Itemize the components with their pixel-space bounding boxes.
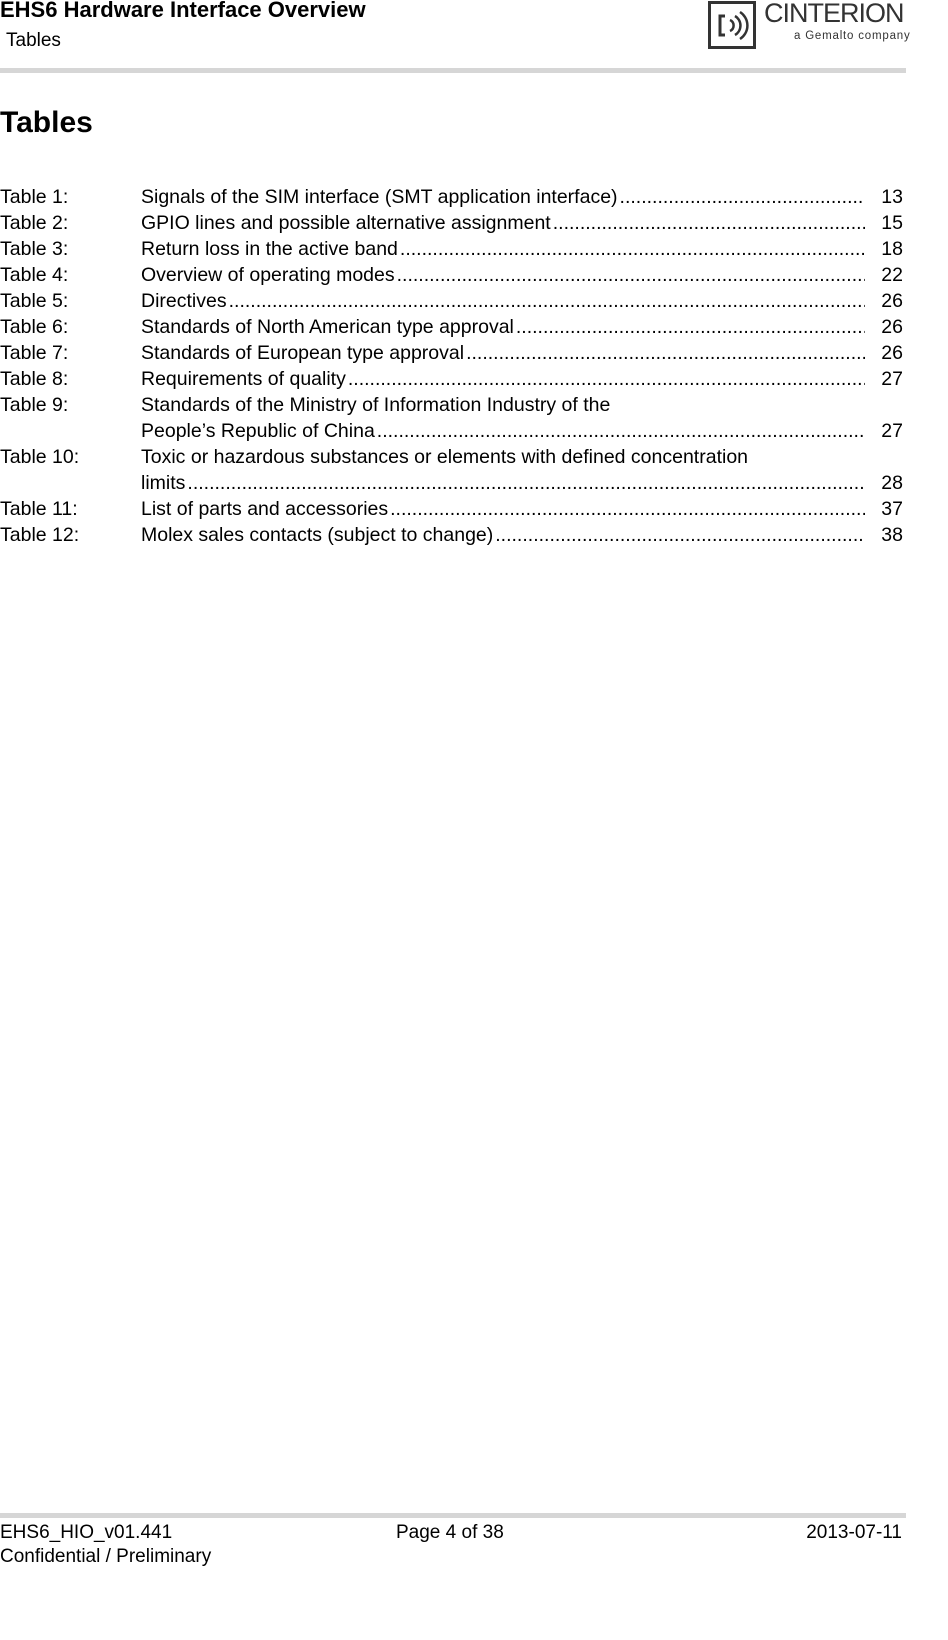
- toc-entry-label: Table 11:: [0, 498, 78, 520]
- toc-entry-title: List of parts and accessories: [141, 498, 389, 520]
- toc-dot-leader: [516, 314, 865, 340]
- toc-entry-title-row: [141, 288, 865, 314]
- toc-entry-label: Table 5:: [0, 290, 69, 312]
- footer-divider: [0, 1513, 906, 1518]
- toc-entry-title-row: [141, 470, 865, 496]
- footer-doc-id: EHS6_HIO_v01.441: [0, 1522, 173, 1543]
- toc-dot-leader: [187, 470, 865, 496]
- toc-entry-label: Table 6:: [0, 316, 69, 338]
- toc-dot-leader: [620, 184, 865, 210]
- toc-page-number: 27: [881, 420, 903, 442]
- toc-line: [0, 340, 904, 366]
- toc-page-number: 37: [881, 498, 903, 520]
- toc-entry-title-row: [141, 340, 865, 366]
- toc-entry-title-row: [141, 522, 865, 548]
- logo-wordmark: CINTERION: [764, 0, 904, 28]
- toc-entry[interactable]: [0, 184, 904, 210]
- cinterion-logo-icon: [708, 1, 756, 49]
- toc-page-number: 22: [881, 264, 903, 286]
- toc-dot-leader: [553, 210, 865, 236]
- toc-entry[interactable]: [0, 522, 904, 548]
- toc-entry-title: Requirements of quality: [141, 368, 346, 390]
- toc-entry-title-row: [141, 236, 865, 262]
- toc-dot-leader: [397, 262, 865, 288]
- toc-entry[interactable]: [0, 340, 904, 366]
- toc-entry-title: Standards of North American type approval: [141, 316, 514, 338]
- toc-page-number: 26: [881, 290, 903, 312]
- toc-entry-label: Table 7:: [0, 342, 69, 364]
- toc-page-number: 26: [881, 342, 903, 364]
- footer-classification: Confidential / Preliminary: [0, 1546, 212, 1567]
- toc-entry-label: Table 4:: [0, 264, 69, 286]
- toc-line: [0, 496, 904, 522]
- toc-entry[interactable]: [0, 366, 904, 392]
- toc-dot-leader: [466, 340, 865, 366]
- toc-entry-title-row: [141, 418, 865, 444]
- page-title: Tables: [0, 106, 93, 139]
- toc-entry-title: Signals of the SIM interface (SMT application interface): [141, 186, 618, 208]
- toc-entry[interactable]: [0, 444, 904, 496]
- company-logo: [708, 0, 911, 52]
- toc-entry-title: Molex sales contacts (subject to change): [141, 524, 494, 546]
- toc-line: [0, 444, 904, 470]
- toc-dot-leader: [495, 522, 865, 548]
- footer-date: 2013-07-11: [806, 1522, 902, 1543]
- toc-entry-title: Directives: [141, 290, 227, 312]
- toc-entry-title: Standards of the Ministry of Information Industry of the: [141, 394, 611, 416]
- toc-entry-title: Toxic or hazardous substances or elements with defined concentration: [141, 446, 749, 468]
- toc-dot-leader: [348, 366, 865, 392]
- toc-entry-title-row: [141, 496, 865, 522]
- toc-line: [0, 366, 904, 392]
- toc-entry-label: Table 3:: [0, 238, 69, 260]
- toc-entry-title: limits: [141, 472, 186, 494]
- toc-entry[interactable]: [0, 392, 904, 444]
- toc-page-number: 13: [881, 186, 903, 208]
- toc-entry-label: Table 9:: [0, 394, 69, 416]
- toc-line: [0, 522, 904, 548]
- header-divider: [0, 68, 906, 73]
- toc-page-number: 38: [881, 524, 903, 546]
- footer-page-number: Page 4 of 38: [396, 1522, 504, 1543]
- toc-line: [0, 392, 904, 418]
- toc-entry[interactable]: [0, 496, 904, 522]
- toc-line: [0, 314, 904, 340]
- toc-entry-title: Standards of European type approval: [141, 342, 465, 364]
- logo-tagline: a Gemalto company: [794, 30, 911, 42]
- toc-line: [0, 236, 904, 262]
- toc-entry[interactable]: [0, 288, 904, 314]
- toc-entry-title: Return loss in the active band: [141, 238, 398, 260]
- toc-entry-title-row: [141, 184, 865, 210]
- toc-entry-label: Table 12:: [0, 524, 80, 546]
- toc-page-number: 27: [881, 368, 903, 390]
- toc-entry-title-row: [141, 262, 865, 288]
- toc-entry-title-row: [141, 210, 865, 236]
- toc-line: [0, 470, 904, 496]
- toc-page-number: 15: [881, 212, 903, 234]
- toc-page-number: 26: [881, 316, 903, 338]
- toc-entry[interactable]: [0, 262, 904, 288]
- list-of-tables: [0, 184, 904, 548]
- toc-line: [0, 288, 904, 314]
- toc-entry[interactable]: [0, 314, 904, 340]
- toc-line: [0, 418, 904, 444]
- toc-line: [0, 184, 904, 210]
- toc-dot-leader: [377, 418, 865, 444]
- header-section: Tables: [6, 30, 61, 51]
- header-title: EHS6 Hardware Interface Overview: [0, 0, 366, 22]
- toc-entry-title-row: [141, 314, 865, 340]
- toc-entry-title: GPIO lines and possible alternative assignment: [141, 212, 551, 234]
- toc-dot-leader: [400, 236, 865, 262]
- toc-entry[interactable]: [0, 236, 904, 262]
- toc-line: [0, 210, 904, 236]
- toc-dot-leader: [390, 496, 865, 522]
- toc-entry-label: Table 8:: [0, 368, 69, 390]
- toc-line: [0, 262, 904, 288]
- toc-entry-label: Table 10:: [0, 446, 80, 468]
- toc-entry-label: Table 1:: [0, 186, 69, 208]
- toc-entry-label: Table 2:: [0, 212, 69, 234]
- toc-dot-leader: [229, 288, 865, 314]
- toc-page-number: 18: [881, 238, 903, 260]
- toc-entry-title: Overview of operating modes: [141, 264, 395, 286]
- toc-entry-title-row: [141, 366, 865, 392]
- toc-entry-title: People’s Republic of China: [141, 420, 375, 442]
- toc-entry[interactable]: [0, 210, 904, 236]
- toc-page-number: 28: [881, 472, 903, 494]
